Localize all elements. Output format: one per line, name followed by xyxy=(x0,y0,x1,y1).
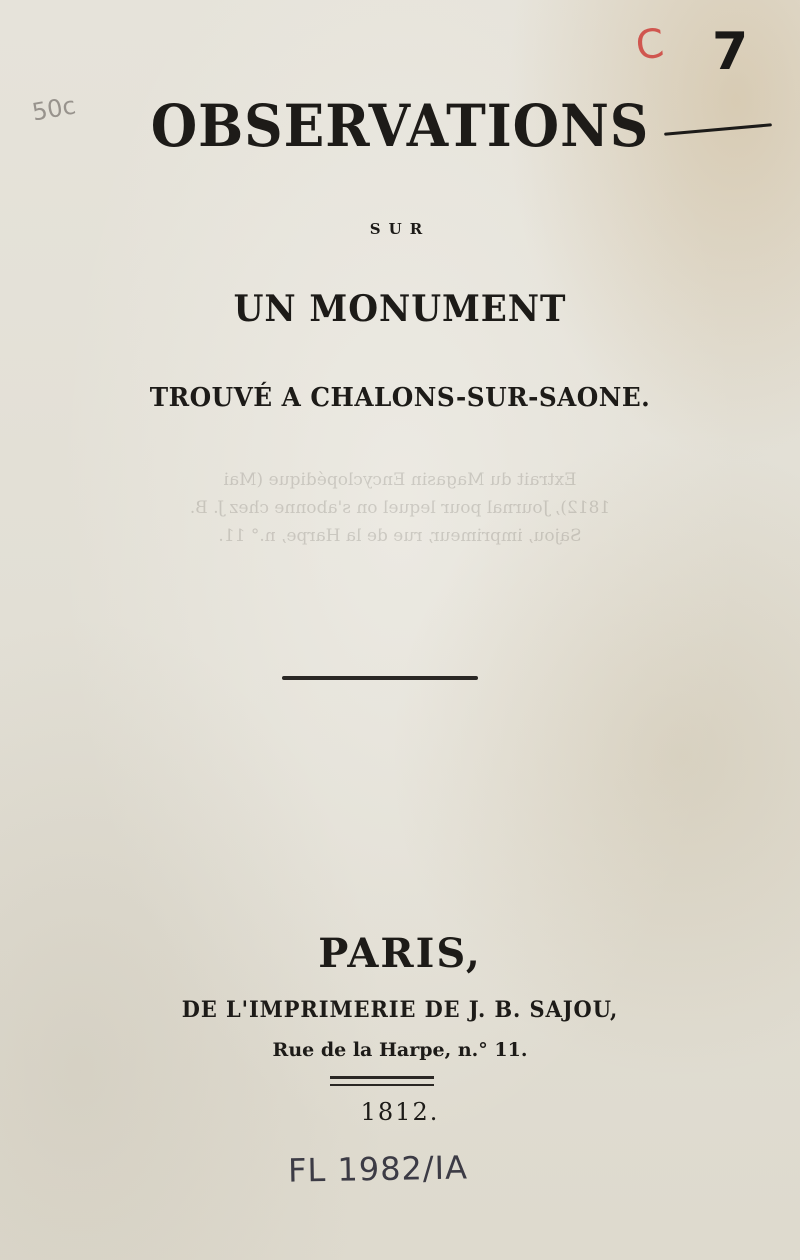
imprint-year: 1812. xyxy=(360,1098,440,1126)
ornamental-rule xyxy=(282,676,478,680)
preposition: SUR xyxy=(369,220,431,238)
bleed-through-text xyxy=(0,466,800,550)
bleed-line: Sajou, imprimeur, rue de la Harpe, n.° 11. xyxy=(218,526,582,546)
pencil-price-note: 50c xyxy=(29,91,78,127)
imprint-address: Rue de la Harpe, n.° 11. xyxy=(272,1039,528,1061)
book-title: OBSERVATIONS xyxy=(150,92,650,160)
bleed-line: 1812), Journal pour lequel on s'abonne chez J. B. xyxy=(189,498,611,518)
imprint-city: PARIS, xyxy=(318,930,482,977)
imprint-printer: DE L'IMPRIMERIE DE J. B. SAJOU, xyxy=(181,997,619,1023)
catalog-mark: FL 1982/IA xyxy=(287,1148,469,1190)
red-c-mark: C xyxy=(633,20,667,70)
bleed-line: Extrait du Magasin Encyclopédique (Mai xyxy=(223,470,577,490)
handwritten-number: 7 xyxy=(712,22,749,82)
double-rule xyxy=(330,1076,434,1086)
subject-heading: UN MONUMENT xyxy=(233,288,567,330)
location-heading: TROUVÉ A CHALONS-SUR-SAONE. xyxy=(149,383,651,413)
